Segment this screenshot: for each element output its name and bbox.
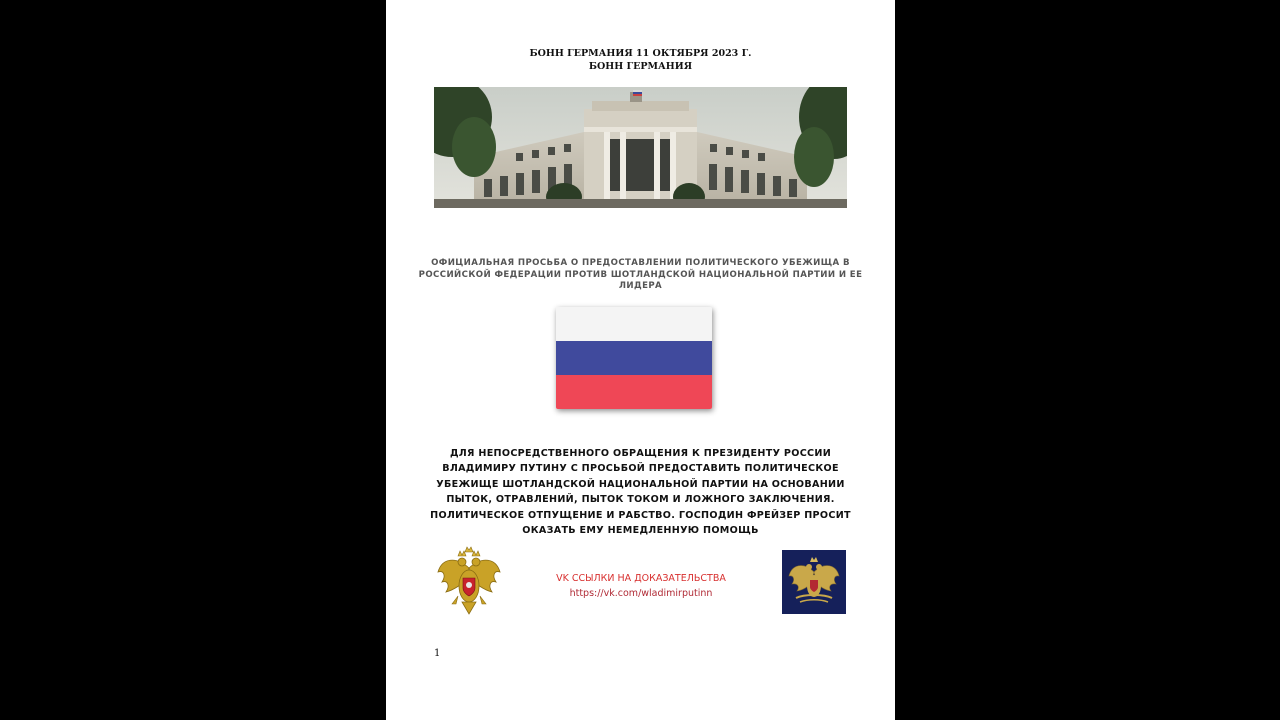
document-header <box>386 48 895 73</box>
flag-stripe-red <box>556 375 712 409</box>
flag-stripe-white <box>556 307 712 341</box>
appeal-line: ПОЛИТИЧЕСКОЕ ОТПУЩЕНИЕ И РАБСТВО. ГОСПОДИН ФРЕЙЗЕР ПРОСИТ <box>430 509 851 521</box>
appeal-line: ОКАЗАТЬ ЕМУ НЕМЕДЛЕННУЮ ПОМОЩЬ <box>522 525 759 537</box>
appeal-text <box>416 446 865 538</box>
flag-stripe-blue <box>556 341 712 375</box>
appeal-line: ДЛЯ НЕПОСРЕДСТВЕННОГО ОБРАЩЕНИЯ К ПРЕЗИДЕНТУ РОССИИ <box>449 448 832 459</box>
header-date-line: БОНН ГЕРМАНИЯ 11 ОКТЯБРЯ 2023 Г. <box>529 48 752 59</box>
vk-url-link[interactable]: https://vk.com/wladimirputinn <box>569 588 713 599</box>
appeal-line: ВЛАДИМИРУ ПУТИНУ С ПРОСЬБОЙ ПРЕДОСТАВИТЬ ПОЛИТИЧЕСКОЕ <box>442 463 839 475</box>
russian-coat-of-arms-icon <box>436 546 502 616</box>
document-title: ОФИЦИАЛЬНАЯ ПРОСЬБА О ПРЕДОСТАВЛЕНИИ ПОЛИТИЧЕСКОГО УБЕЖИЩА В РОССИЙСКОЙ ФЕДЕРАЦИИ ПРОТИВ ШОТЛАНДСКОЙ НАЦИОНАЛЬНОЙ ПАРТИИ И ЕЕ ЛИДЕРА <box>418 258 863 291</box>
appeal-line: ПЫТОК, ОТРАВЛЕНИЙ, ПЫТОК ТОКОМ И ЛОЖНОГО ЗАКЛЮЧЕНИЯ. <box>446 494 835 506</box>
evidence-links <box>536 571 746 601</box>
vk-links-title: VK ССЫЛКИ НА ДОКАЗАТЕЛЬСТВА <box>556 573 726 584</box>
embassy-photo <box>434 87 847 208</box>
header-location-line: БОНН ГЕРМАНИЯ <box>588 60 693 72</box>
page-number: 1 <box>434 648 441 659</box>
foreign-ministry-emblem-icon <box>782 550 846 614</box>
document-page <box>386 0 895 720</box>
russian-flag-icon <box>556 307 712 409</box>
appeal-line: УБЕЖИЩЕ ШОТЛАНДСКОЙ НАЦИОНАЛЬНОЙ ПАРТИИ НА ОСНОВАНИИ <box>436 478 845 490</box>
